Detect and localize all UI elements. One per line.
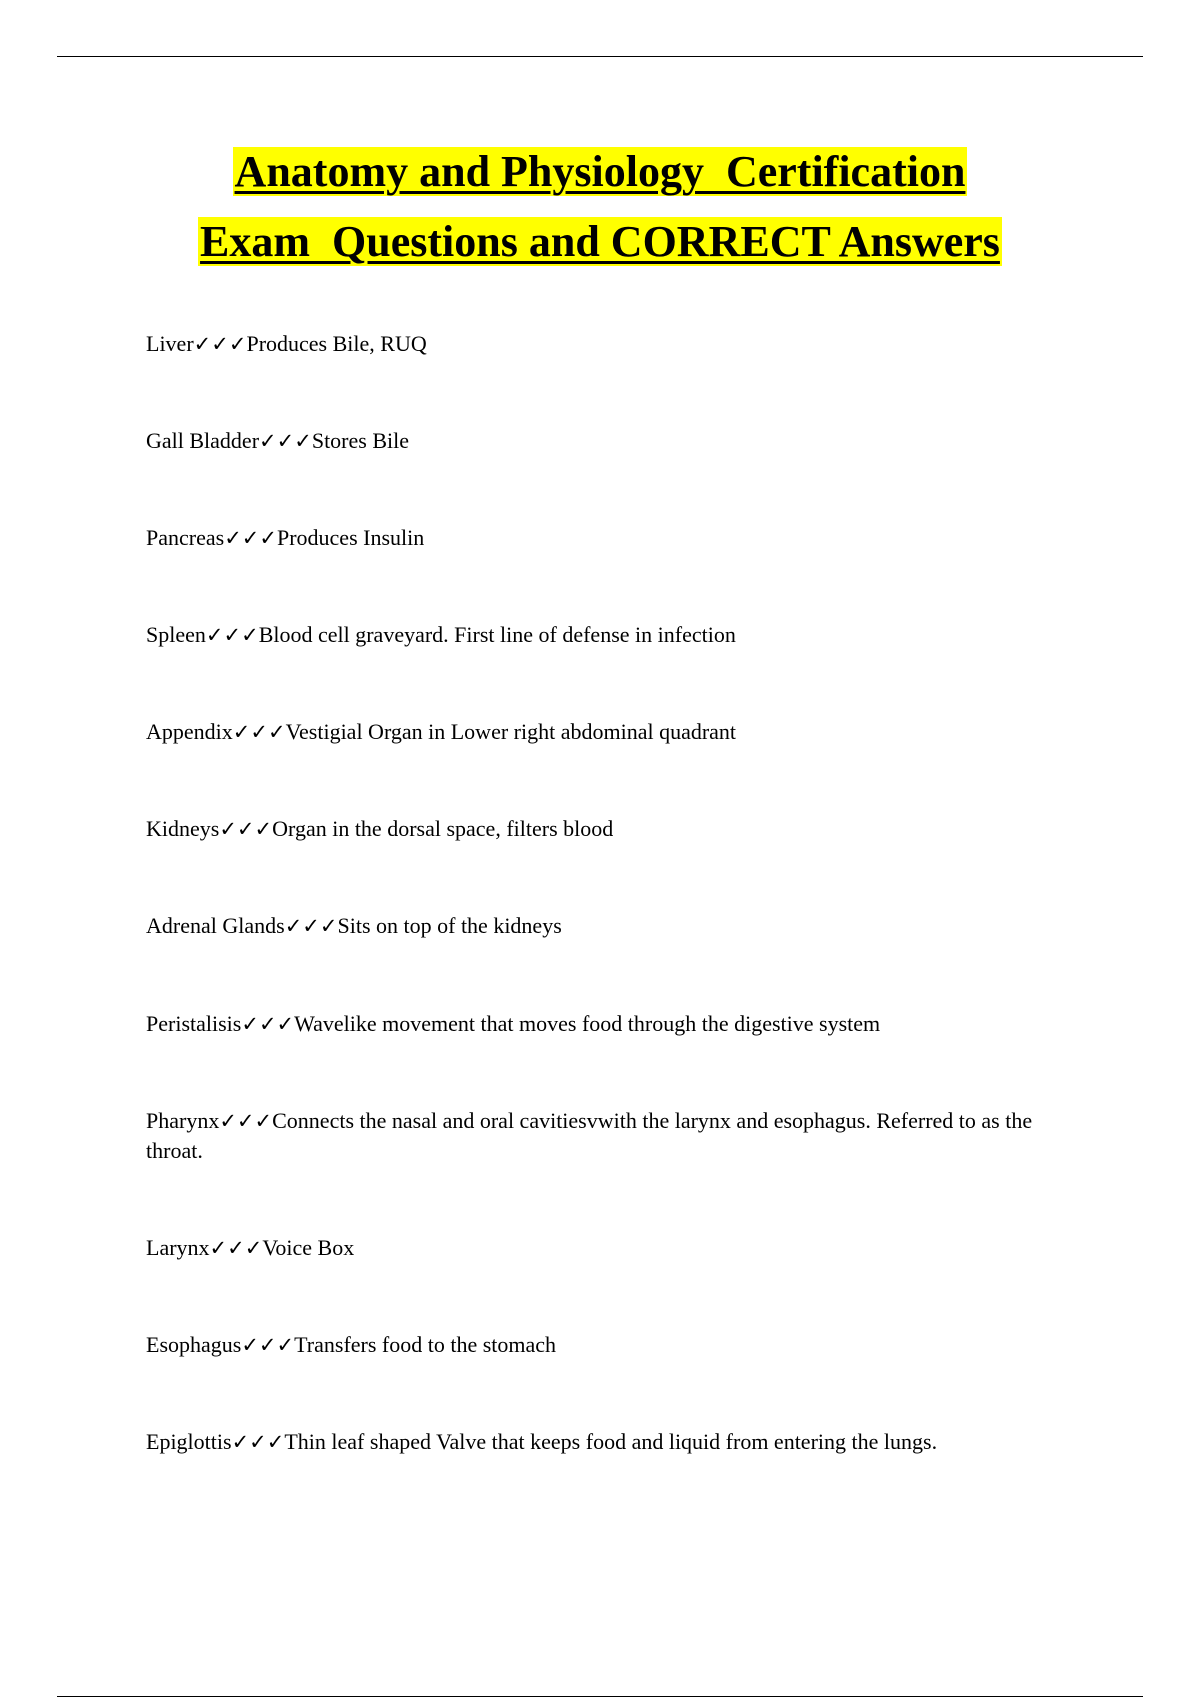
top-rule <box>57 56 1143 57</box>
qa-answer: Voice Box <box>262 1235 355 1260</box>
qa-term: Peristalisis <box>146 1011 242 1036</box>
qa-term: Gall Bladder <box>146 428 260 453</box>
qa-term: Pancreas <box>146 525 225 550</box>
qa-answer: Vestigial Organ in Lower right abdominal quadrant <box>285 719 737 744</box>
check-marks-icon: ✓✓✓ <box>284 914 338 938</box>
qa-item <box>146 426 1046 456</box>
check-marks-icon: ✓✓✓ <box>241 1333 295 1357</box>
qa-answer: Transfers food to the stomach <box>294 1332 557 1357</box>
qa-answer: Connects the nasal and oral cavitiesvwith the larynx and esophagus. Referred to as the throat. <box>146 1108 1033 1163</box>
title-line-1 <box>0 142 1200 212</box>
qa-answer: Produces Bile, RUQ <box>246 331 427 356</box>
check-marks-icon: ✓✓✓ <box>193 332 247 356</box>
check-marks-icon: ✓✓✓ <box>219 1109 273 1133</box>
qa-answer: Stores Bile <box>311 428 409 453</box>
check-marks-icon: ✓✓✓ <box>241 1012 295 1036</box>
qa-answer: Sits on top of the kidneys <box>337 913 562 938</box>
qa-term: Larynx <box>146 1235 210 1260</box>
title-text-2: Exam Questions and CORRECT Answers <box>200 217 1000 266</box>
qa-item <box>146 329 1046 359</box>
qa-answer: Wavelike movement that moves food through the digestive system <box>294 1011 881 1036</box>
bottom-rule <box>57 1696 1143 1697</box>
qa-answer: Produces Insulin <box>276 525 425 550</box>
qa-item <box>146 814 1046 844</box>
qa-term: Kidneys <box>146 816 220 841</box>
qa-item <box>146 1330 1046 1360</box>
document-title <box>0 142 1200 282</box>
title-line-2 <box>0 212 1200 282</box>
check-marks-icon: ✓✓✓ <box>231 1430 285 1454</box>
qa-item <box>146 717 1046 747</box>
qa-term: Epiglottis <box>146 1429 232 1454</box>
check-marks-icon: ✓✓✓ <box>259 429 312 453</box>
qa-term: Spleen <box>146 622 206 647</box>
check-marks-icon: ✓✓✓ <box>219 817 273 841</box>
qa-item <box>146 1009 1046 1039</box>
check-marks-icon: ✓✓✓ <box>224 526 277 550</box>
check-marks-icon: ✓✓✓ <box>232 720 286 744</box>
qa-term: Appendix <box>146 719 233 744</box>
title-text-1: Anatomy and Physiology Certification <box>234 147 966 196</box>
qa-item <box>146 1427 1046 1457</box>
qa-term: Esophagus <box>146 1332 242 1357</box>
qa-answer: Organ in the dorsal space, filters blood <box>272 816 614 841</box>
qa-item <box>146 911 1046 941</box>
qa-term: Liver <box>146 331 194 356</box>
qa-item <box>146 523 1046 553</box>
qa-item <box>146 1233 1046 1263</box>
qa-answer: Thin leaf shaped Valve that keeps food and liquid from entering the lungs. <box>284 1429 938 1454</box>
check-marks-icon: ✓✓✓ <box>205 623 259 647</box>
qa-item <box>146 620 1046 650</box>
qa-item <box>146 1106 1046 1166</box>
qa-term: Pharynx <box>146 1108 220 1133</box>
qa-term: Adrenal Glands <box>146 913 285 938</box>
check-marks-icon: ✓✓✓ <box>209 1236 263 1260</box>
qa-answer: Blood cell graveyard. First line of defense in infection <box>258 622 736 647</box>
